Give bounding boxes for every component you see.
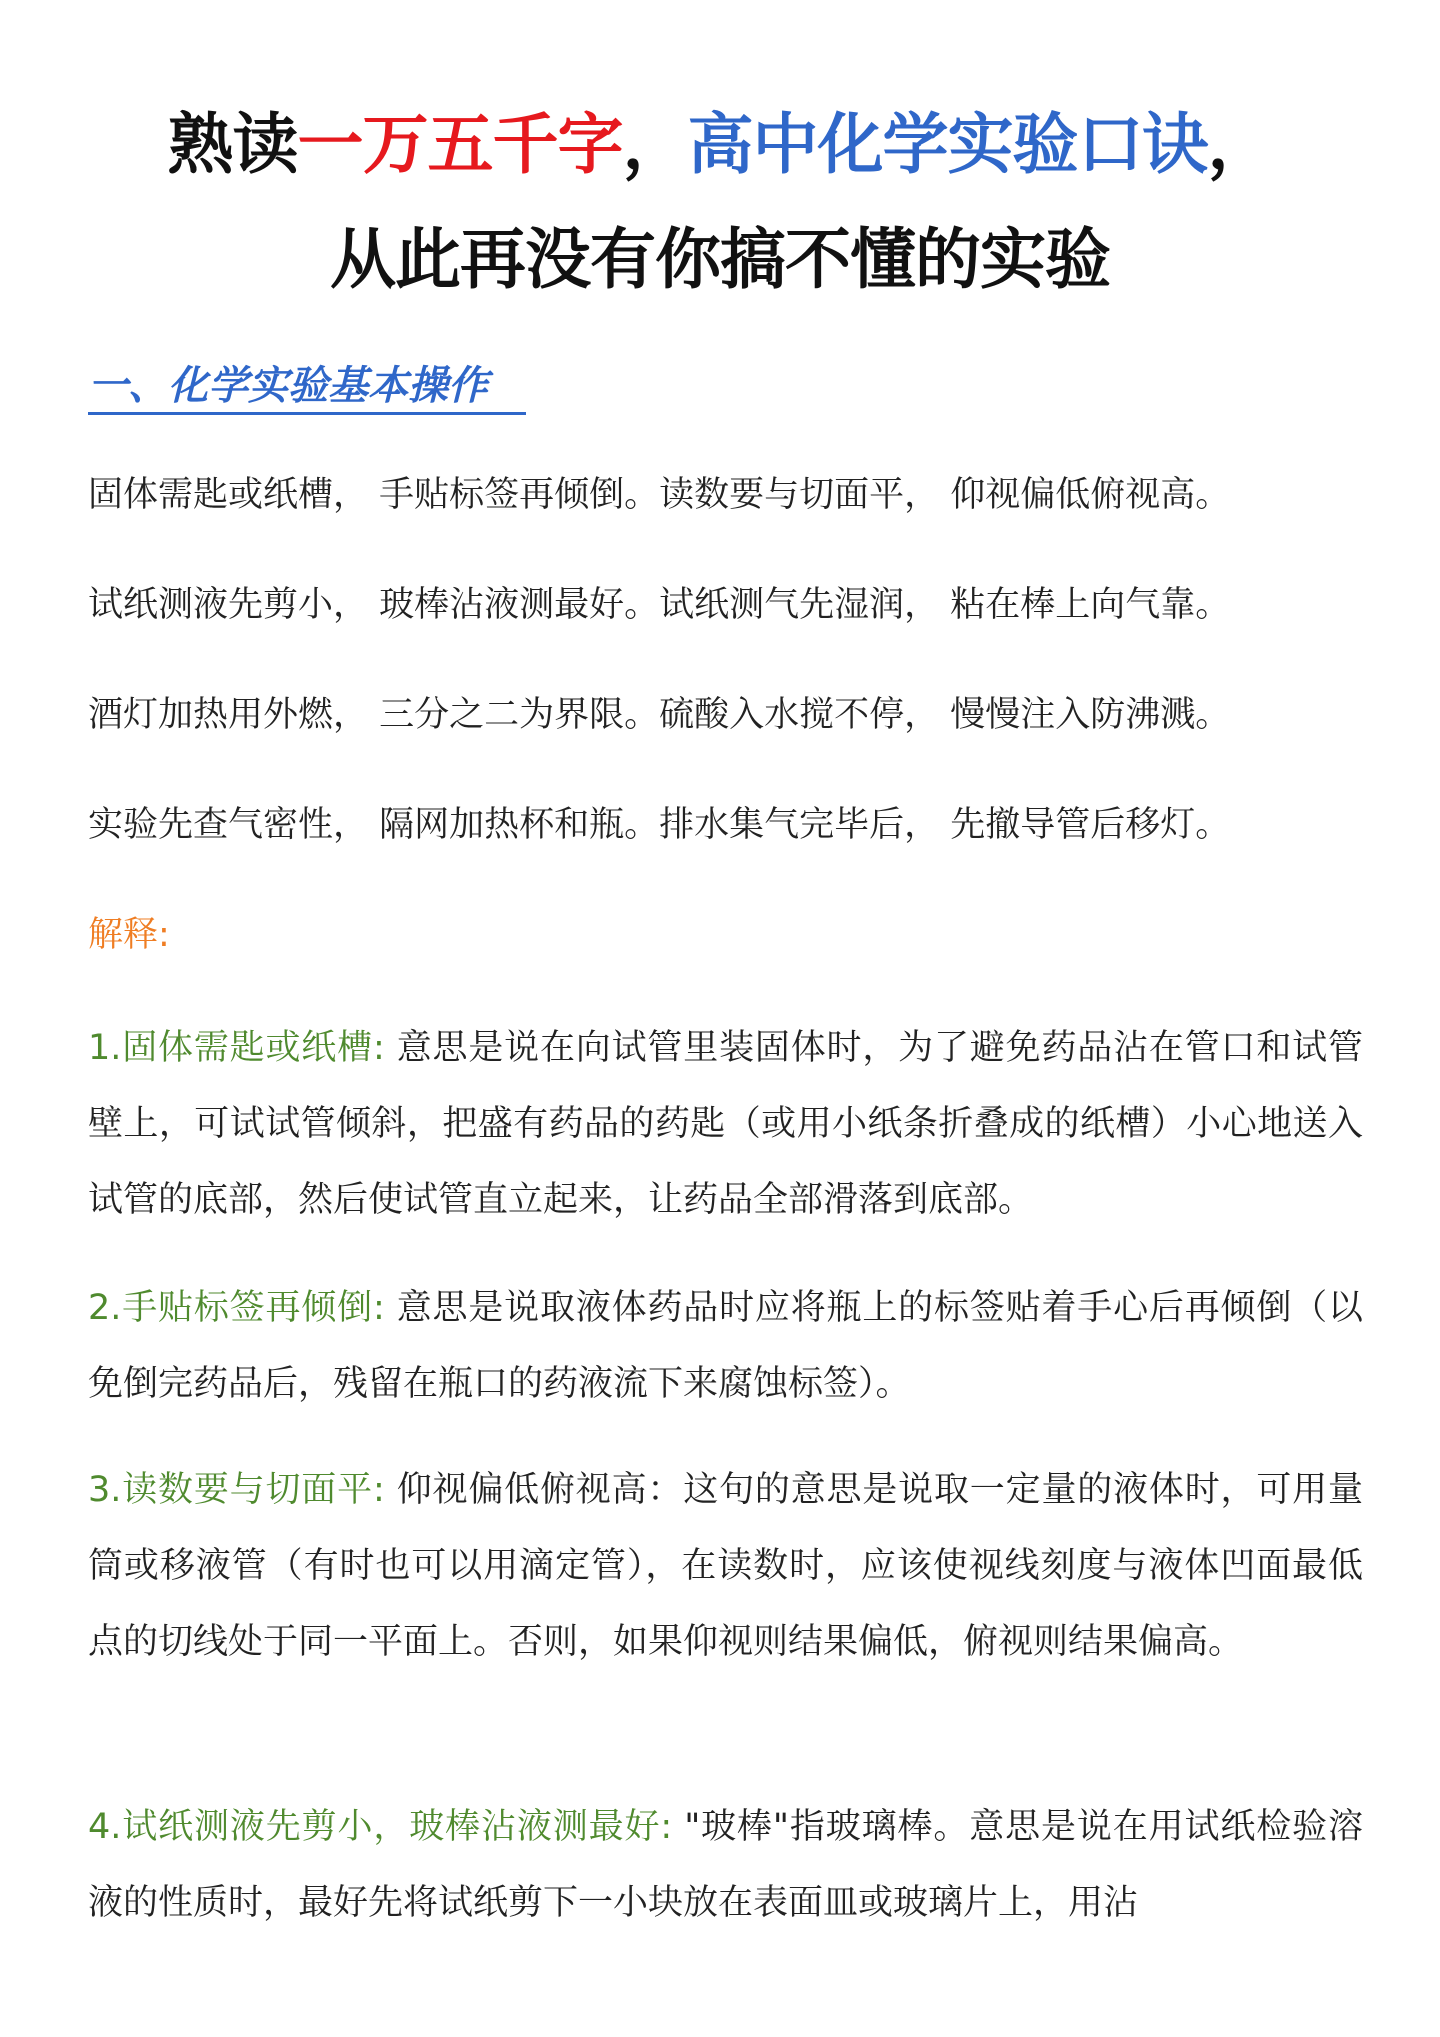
- section-heading: 一、化学实验基本操作: [88, 363, 488, 409]
- page-title-line-1: [0, 100, 1440, 190]
- title-segment-blue: 高中化学实验口诀: [687, 106, 1208, 183]
- explanation-lead-3: 3.读数要与切面平:: [88, 1470, 385, 1510]
- explanation-paragraph-3: [88, 1452, 1363, 1680]
- explanation-paragraph-2: [88, 1270, 1363, 1422]
- title-segment-1: 熟读: [167, 106, 298, 183]
- verse-line-1: 固体需匙或纸槽， 手贴标签再倾倒。读数要与切面平， 仰视偏低俯视高。: [88, 475, 1231, 515]
- title-comma-1: ，: [622, 106, 688, 183]
- explanation-text-3: 仰视偏低俯视高：这句的意思是说取一定量的液体时，可用量筒或移液管（有时也可以用滴定管），在读数时，应该使视线刻度与液体凹面最低点的切线处于同一平面上。否则，如果仰视则结果偏低，俯视则结果偏高。: [88, 1470, 1363, 1662]
- verse-line-2: 试纸测液先剪小， 玻棒沾液测最好。试纸测气先湿润， 粘在棒上向气靠。: [88, 585, 1231, 625]
- explanation-text-4: "玻棒"指玻璃棒。意思是说在用试纸检验溶液的性质时，最好先将试纸剪下一小块放在表面皿或玻璃片上，用沾: [88, 1807, 1364, 1923]
- page-title-line-2: 从此再没有你搞不懂的实验: [330, 221, 1110, 298]
- explanation-paragraph-1: [88, 1010, 1363, 1238]
- section-heading-underline: [88, 412, 526, 415]
- explanation-text-1: 意思是说在向试管里装固体时，为了避免药品沾在管口和试管壁上，可试试管倾斜，把盛有药品的药匙（或用小纸条折叠成的纸槽）小心地送入试管的底部，然后使试管直立起来，让药品全部滑落到底部。: [88, 1028, 1363, 1220]
- title-segment-red: 一万五千字: [297, 106, 623, 183]
- explanation-lead-1: 1.固体需匙或纸槽:: [88, 1028, 385, 1068]
- verse-line-3: 酒灯加热用外燃， 三分之二为界限。硫酸入水搅不停， 慢慢注入防沸溅。: [88, 695, 1231, 735]
- explanation-lead-4: 4.试纸测液先剪小，玻棒沾液测最好:: [88, 1807, 673, 1847]
- title-comma-2: ，: [1207, 106, 1273, 183]
- explanation-paragraph-4: [88, 1789, 1363, 1941]
- explanation-label: 解释:: [88, 915, 170, 955]
- explanation-lead-2: 2.手贴标签再倾倒:: [88, 1288, 385, 1328]
- verse-line-4: 实验先查气密性， 隔网加热杯和瓶。排水集气完毕后， 先撤导管后移灯。: [88, 805, 1231, 845]
- explanation-text-2: 意思是说取液体药品时应将瓶上的标签贴着手心后再倾倒（以免倒完药品后，残留在瓶口的药液流下来腐蚀标签）。: [88, 1288, 1363, 1404]
